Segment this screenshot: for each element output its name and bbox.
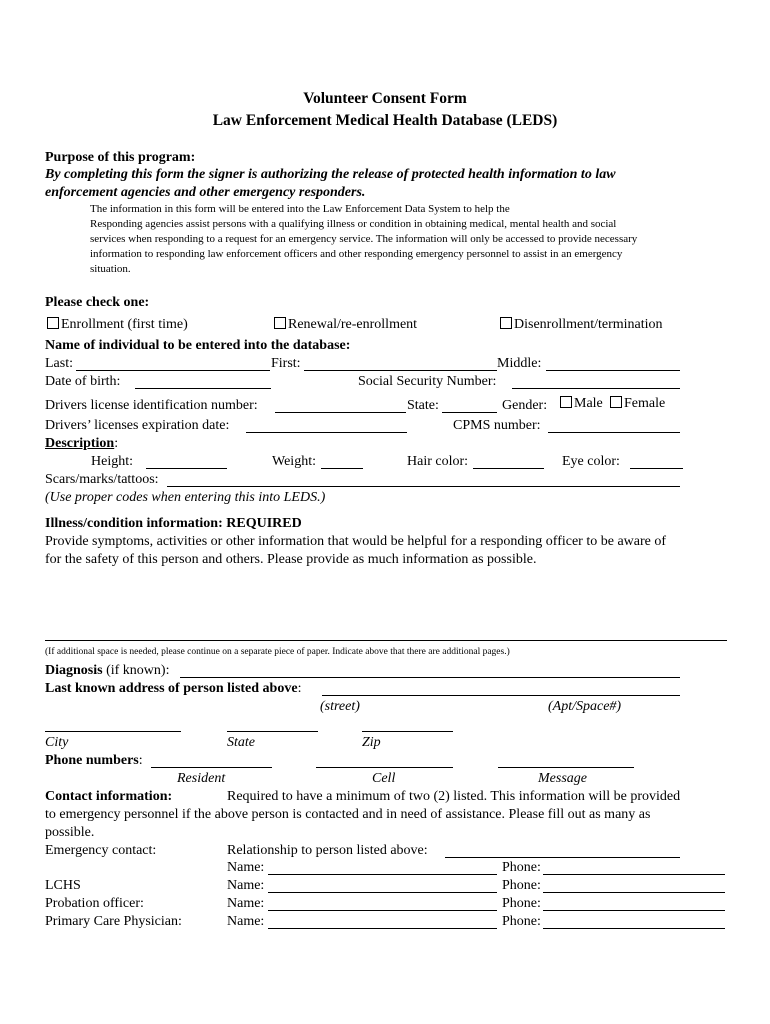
probation-name-label: Name: xyxy=(227,896,265,911)
enrollment-checkbox[interactable] xyxy=(47,317,59,329)
dl-number-field[interactable] xyxy=(275,412,406,413)
emergency-name-field[interactable] xyxy=(268,874,497,875)
phone-numbers-label: Phone numbers: xyxy=(45,753,143,768)
message-phone-field[interactable] xyxy=(498,767,634,768)
dl-expiration-field[interactable] xyxy=(246,432,407,433)
option-renewal[interactable] xyxy=(274,317,417,333)
purpose-info-4: information to responding law enforcement officers and other responding emergency personnel to assist in an emergency xyxy=(90,248,623,260)
first-name-field[interactable] xyxy=(304,370,497,371)
contact-heading: Contact information: xyxy=(45,789,173,804)
enrollment-label: Enrollment (first time) xyxy=(61,317,188,332)
female-label: Female xyxy=(624,396,666,411)
male-checkbox[interactable] xyxy=(560,396,572,408)
purpose-info-5: situation. xyxy=(90,263,131,275)
message-caption: Message xyxy=(538,771,587,786)
zip-caption: Zip xyxy=(362,735,381,750)
emergency-phone-label: Phone: xyxy=(502,860,541,875)
scars-label: Scars/marks/tattoos: xyxy=(45,472,159,487)
contact-instructions-2: to emergency personnel if the above person is contacted and in need of assistance. Please fill out as many as xyxy=(45,807,651,822)
pcp-name-label: Name: xyxy=(227,914,265,929)
contact-instructions-1: Required to have a minimum of two (2) listed. This information will be provided xyxy=(227,789,681,804)
additional-space-note: (If additional space is needed, please continue on a separate piece of paper. Indicate above that there are additional pages.) xyxy=(45,647,510,657)
middle-name-label: Middle: xyxy=(497,356,542,371)
description-heading: Description: xyxy=(45,436,119,451)
probation-phone-field[interactable] xyxy=(543,910,725,911)
lchs-label: LCHS xyxy=(45,878,81,893)
probation-phone-label: Phone: xyxy=(502,896,541,911)
eye-color-field[interactable] xyxy=(630,468,683,469)
dl-state-label: State: xyxy=(407,398,439,413)
relationship-field[interactable] xyxy=(445,857,680,858)
emergency-name-label: Name: xyxy=(227,860,265,875)
gender-label: Gender: xyxy=(502,398,548,413)
lchs-name-field[interactable] xyxy=(268,892,497,893)
purpose-info-3: services when responding to a request for an emergency service. The information will only be accessed to provide necessary xyxy=(90,233,638,245)
diagnosis-field[interactable] xyxy=(180,677,680,678)
cpms-label: CPMS number: xyxy=(453,418,541,433)
ssn-label: Social Security Number: xyxy=(358,374,497,389)
purpose-heading: Purpose of this program: xyxy=(45,150,196,165)
zip-field[interactable] xyxy=(362,731,453,732)
first-name-label: First: xyxy=(271,356,301,371)
leds-codes-note: (Use proper codes when entering this into LEDS.) xyxy=(45,490,326,505)
last-name-field[interactable] xyxy=(76,370,270,371)
street-address-field[interactable] xyxy=(322,695,680,696)
gender-female-option[interactable] xyxy=(610,396,665,412)
probation-name-field[interactable] xyxy=(268,910,497,911)
purpose-statement-1: By completing this form the signer is authorizing the release of protected health information to law xyxy=(45,167,616,182)
probation-officer-label: Probation officer: xyxy=(45,896,144,911)
purpose-info-2: Responding agencies assist persons with a qualifying illness or condition in obtaining medical, mental health and social xyxy=(90,218,617,230)
dl-number-label: Drivers license identification number: xyxy=(45,398,258,413)
emergency-contact-label: Emergency contact: xyxy=(45,843,157,858)
cell-caption: Cell xyxy=(372,771,396,786)
pcp-label: Primary Care Physician: xyxy=(45,914,182,929)
cpms-field[interactable] xyxy=(548,432,680,433)
hair-color-label: Hair color: xyxy=(407,454,469,469)
check-heading: Please check one: xyxy=(45,295,150,310)
weight-label: Weight: xyxy=(272,454,316,469)
renewal-label: Renewal/re-enrollment xyxy=(288,317,418,332)
middle-name-field[interactable] xyxy=(546,370,680,371)
dl-expiration-label: Drivers’ licenses expiration date: xyxy=(45,418,230,433)
height-field[interactable] xyxy=(146,468,227,469)
option-disenrollment[interactable] xyxy=(500,317,663,333)
city-caption: City xyxy=(45,735,69,750)
scars-field[interactable] xyxy=(167,486,680,487)
state-caption: State xyxy=(227,735,255,750)
resident-phone-field[interactable] xyxy=(151,767,272,768)
disenrollment-checkbox[interactable] xyxy=(500,317,512,329)
eye-color-label: Eye color: xyxy=(562,454,620,469)
form-title: Volunteer Consent Form xyxy=(303,90,467,107)
contact-instructions-3: possible. xyxy=(45,825,95,840)
dl-state-field[interactable] xyxy=(442,412,497,413)
illness-instructions-1: Provide symptoms, activities or other information that would be helpful for a responding officer to be aware of xyxy=(45,534,667,549)
lchs-phone-field[interactable] xyxy=(543,892,725,893)
ssn-field[interactable] xyxy=(512,388,680,389)
form-subtitle: Law Enforcement Medical Health Database (LEDS) xyxy=(212,112,558,129)
pcp-name-field[interactable] xyxy=(268,928,497,929)
disenrollment-label: Disenrollment/termination xyxy=(514,317,663,332)
relationship-label: Relationship to person listed above: xyxy=(227,843,428,858)
option-enrollment[interactable] xyxy=(47,317,188,333)
lchs-name-label: Name: xyxy=(227,878,265,893)
dob-field[interactable] xyxy=(135,388,271,389)
weight-field[interactable] xyxy=(321,468,363,469)
city-field[interactable] xyxy=(45,731,181,732)
male-label: Male xyxy=(574,396,603,411)
illness-instructions-2: for the safety of this person and others. Please provide as much information as possible. xyxy=(45,552,537,567)
diagnosis-label: Diagnosis (if known): xyxy=(45,663,170,678)
state-field[interactable] xyxy=(227,731,318,732)
last-name-label: Last: xyxy=(45,356,73,371)
height-label: Height: xyxy=(91,454,133,469)
purpose-info-1: The information in this form will be entered into the Law Enforcement Data System to help the xyxy=(90,203,510,215)
renewal-checkbox[interactable] xyxy=(274,317,286,329)
pcp-phone-label: Phone: xyxy=(502,914,541,929)
address-label: Last known address of person listed above: xyxy=(45,681,302,696)
cell-phone-field[interactable] xyxy=(316,767,453,768)
hair-color-field[interactable] xyxy=(473,468,544,469)
female-checkbox[interactable] xyxy=(610,396,622,408)
dob-label: Date of birth: xyxy=(45,374,121,389)
gender-male-option[interactable] xyxy=(560,396,603,412)
emergency-phone-field[interactable] xyxy=(543,874,725,875)
apt-caption: (Apt/Space#) xyxy=(548,699,622,714)
street-caption: (street) xyxy=(320,699,360,714)
illness-heading: Illness/condition information: REQUIRED xyxy=(45,516,302,531)
pcp-phone-field[interactable] xyxy=(543,928,725,929)
lchs-phone-label: Phone: xyxy=(502,878,541,893)
resident-caption: Resident xyxy=(177,771,226,786)
purpose-statement-2: enforcement agencies and other emergency responders. xyxy=(45,185,366,200)
illness-info-field[interactable] xyxy=(45,640,727,641)
individual-heading: Name of individual to be entered into the database: xyxy=(45,338,351,353)
